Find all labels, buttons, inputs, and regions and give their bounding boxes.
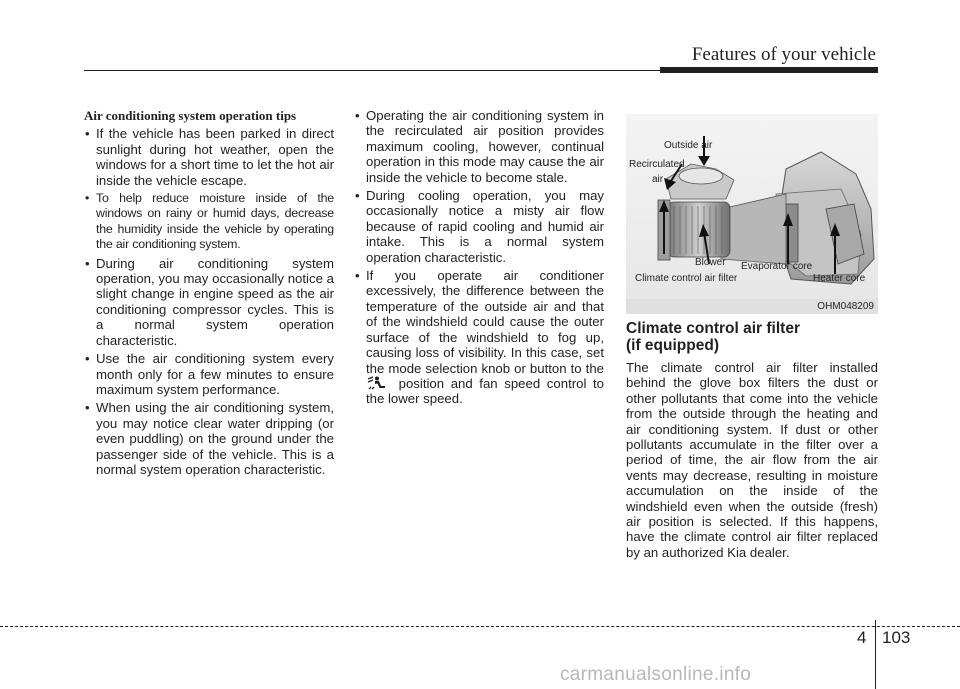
- list-item: • Use the air conditioning system every month only for a few minutes to ensure maximum system performance.: [85, 351, 334, 397]
- tips-title: Air conditioning system operation tips: [84, 108, 297, 123]
- tips-list-continued: [354, 108, 604, 407]
- bullet-icon: •: [85, 191, 90, 206]
- chapter-number: 4: [857, 628, 867, 647]
- page-number: 103: [882, 628, 911, 647]
- label-climate-control-air-filter: Climate control air filter: [635, 273, 738, 284]
- watermark: carmanualsonline.info: [560, 664, 752, 685]
- page-number-divider: [875, 620, 876, 689]
- label-evaporator-core: Evaporator core: [741, 261, 813, 272]
- list-item: • To help reduce moisture inside of the windows on rainy or humid days, decrease the humidity inside the vehicle by operating the air conditioning system.: [85, 191, 334, 252]
- column-2: [354, 108, 604, 410]
- header-rule-accent: [660, 67, 878, 73]
- figure-code: OHM048209: [626, 299, 878, 314]
- list-item: • During air conditioning system operation, you may occasionally notice a slight change in engine speed as the air conditioning compressor cycles. This is a normal system operation characteristic.: [85, 255, 334, 348]
- section-body: The climate control air filter installed behind the glove box filters the dust or other pollutants that come into the vehicle from the outside through the heating and air conditioning system. If dust or other pollutants accumulate in the filter over a period of time, the air flow from the air vents may decrease, resulting in moisture accumulation on the inside of the windshield even when the outside (fresh) air position is selected. If this happens, have the climate control air filter replaced by an authorized Kia dealer.: [626, 360, 878, 560]
- bullet-icon: •: [355, 108, 360, 123]
- list-item: • If the vehicle has been parked in direct sunlight during hot weather, open the windows for a short time to let the hot air inside the vehicle escape.: [85, 126, 334, 188]
- air-flow-diagram: [626, 114, 878, 314]
- list-item: • When using the air conditioning system, you may notice clear water dripping (or even puddling) on the ground under the passenger side of the vehicle. This is a normal system operation characteristic.: [85, 400, 334, 477]
- bullet-icon: •: [85, 126, 90, 142]
- label-recirculated-air: Recirculated air: [629, 159, 685, 186]
- column-3: [626, 108, 878, 560]
- list-item: • During cooling operation, you may occasionally notice a misty air flow because of rapid cooling and humid air intake. This is a normal system operation characteristic.: [355, 188, 604, 265]
- bullet-icon: •: [85, 351, 90, 367]
- bullet-icon: •: [355, 188, 360, 204]
- label-blower: Blower: [695, 257, 726, 268]
- bullet-icon: •: [355, 268, 360, 284]
- label-outside-air: Outside air: [664, 140, 713, 151]
- tips-list: [84, 126, 334, 477]
- header-rule: [84, 70, 676, 71]
- label-heater-core: Heater core: [813, 273, 866, 284]
- section-heading: Climate control air filter (if equipped): [626, 320, 800, 354]
- bullet-icon: •: [85, 255, 90, 271]
- column-1: [84, 108, 334, 480]
- bullet-icon: •: [85, 400, 90, 416]
- list-item: • Operating the air conditioning system in the recirculated air position provides maximum cooling, however, continual operation in this mode may cause the air inside the vehicle to become stale.: [355, 108, 604, 185]
- list-item: • If you operate air conditioner excessively, the difference between the temperature of the outside air and that of the windshield could cause the outer surface of the windshield to fog up, causing loss of visibility. In this case, set the mode selection knob or button to the position and fan speed control to the lower speed.: [355, 268, 604, 407]
- floor-defrost-mode-icon: [366, 376, 392, 390]
- footer-rule: [0, 626, 960, 627]
- header-title: Features of your vehicle: [691, 44, 876, 65]
